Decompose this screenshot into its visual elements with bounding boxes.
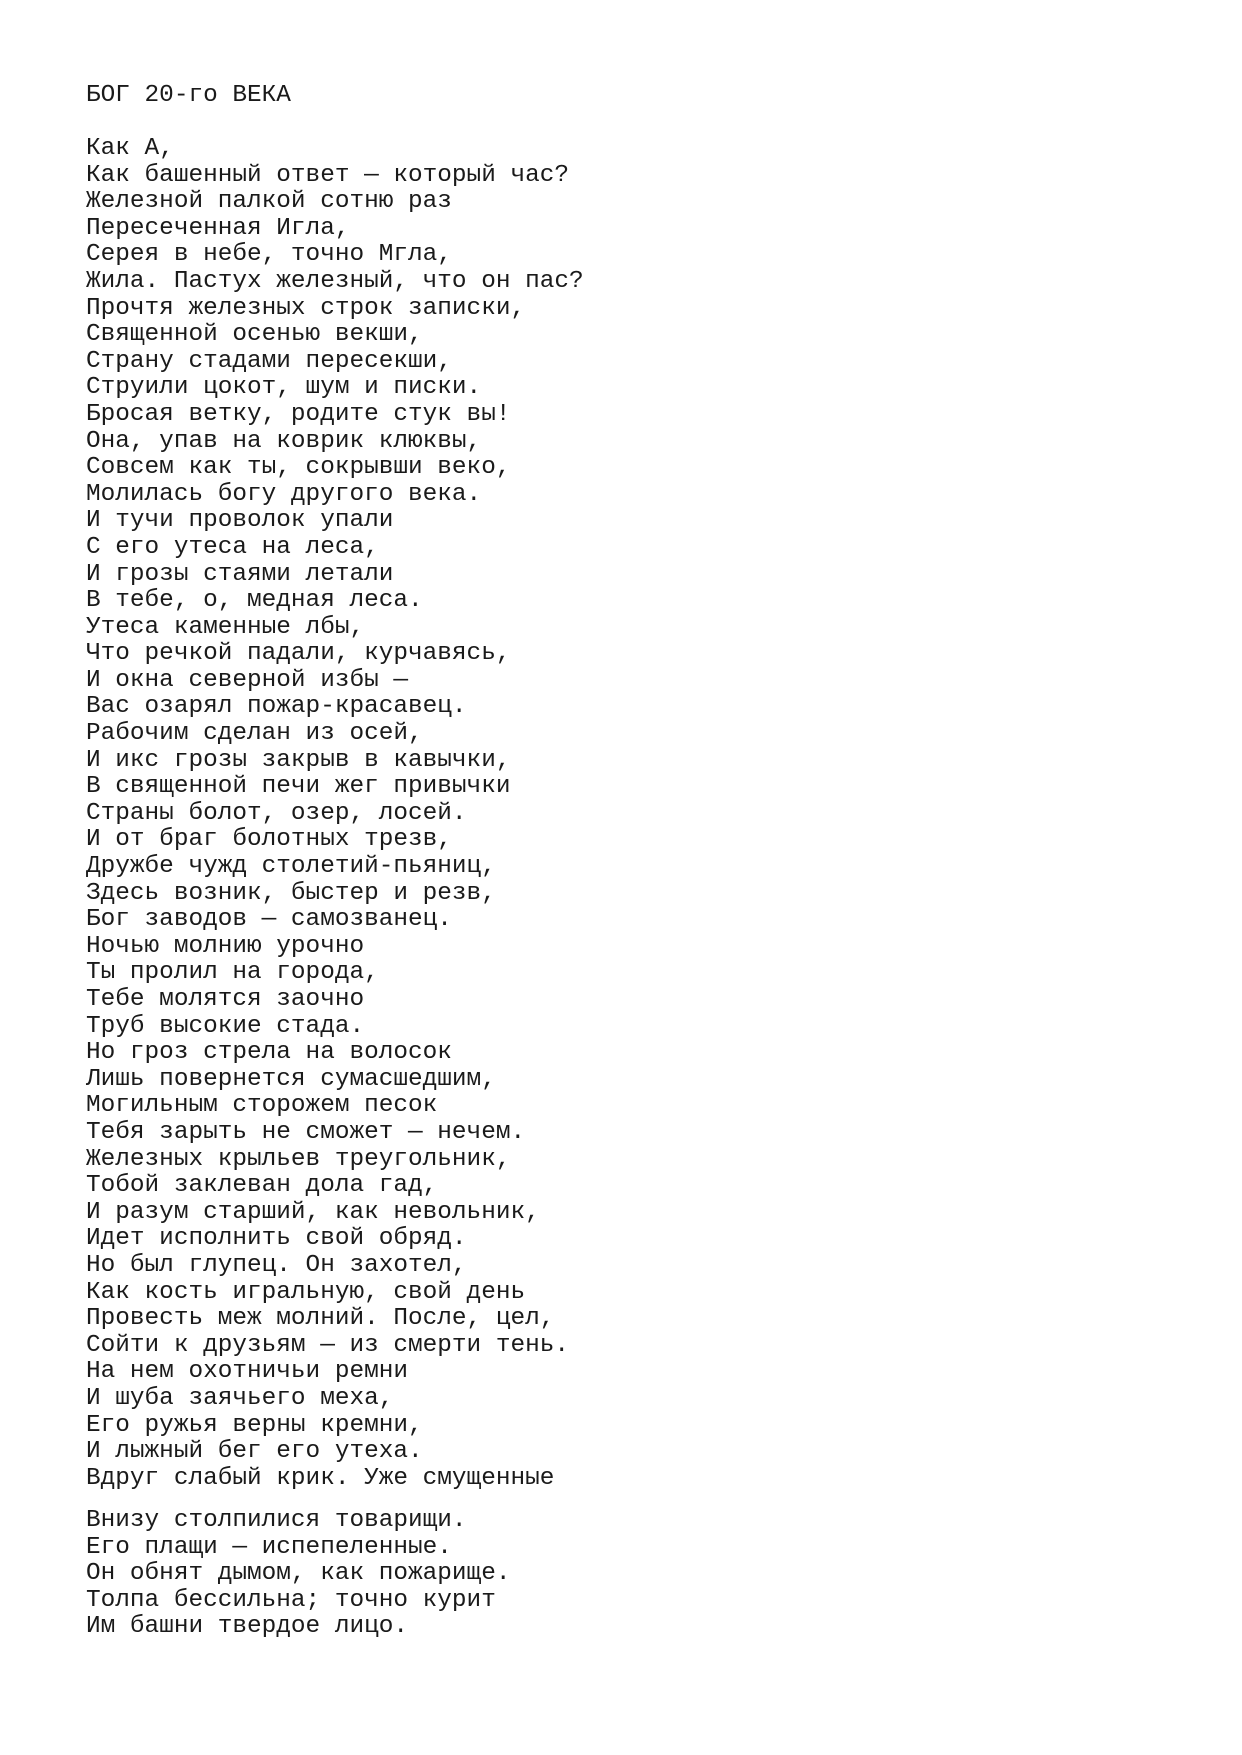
poem-line: Рабочим сделан из осей, <box>86 720 423 748</box>
poem-line: Им башни твердое лицо. <box>86 1613 409 1641</box>
poem-line: Бог заводов — самозванец. <box>86 906 452 934</box>
poem-line: Бросая ветку, родите стук вы! <box>86 400 511 428</box>
poem-line: И тучи проволок упали <box>86 507 394 535</box>
poem-line: И лыжный бег его утеха. <box>86 1438 423 1466</box>
poem-line: Пересеченная Игла, <box>86 214 350 242</box>
poem-line: Здесь возник, быстер и резв, <box>86 879 496 907</box>
poem-line: Она, упав на коврик клюквы, <box>86 427 482 455</box>
poem-line: Как А, <box>86 135 174 162</box>
poem-line: Его плащи — испепеленные. <box>86 1533 452 1561</box>
poem-line: С его утеса на леса, <box>86 533 379 561</box>
poem-line: Что речкой падали, курчавясь, <box>86 640 511 668</box>
poem-line: Совсем как ты, сокрывши веко, <box>86 454 511 482</box>
poem-line: И разум старший, как невольник, <box>86 1198 540 1226</box>
poem-line: Ночью молнию урочно <box>86 932 365 960</box>
poem-line: Но был глупец. Он захотел, <box>86 1251 467 1279</box>
poem-line: Провесть меж молний. После, цел, <box>86 1305 555 1333</box>
poem-line: Молилась богу другого века. <box>86 480 482 508</box>
poem-line: Его ружья верны кремни, <box>86 1411 423 1439</box>
poem-line: Лишь повернется сумасшедшим, <box>86 1065 496 1093</box>
poem-line: И шуба заячьего меха, <box>86 1384 394 1412</box>
poem-line: Тобой заклеван дола гад, <box>86 1172 438 1200</box>
poem-line: Но гроз стрела на волосок <box>86 1039 452 1067</box>
poem-line: Как кость игральную, свой день <box>86 1278 526 1306</box>
poem-line: Тебе молятся заочно <box>86 986 365 1013</box>
poem-line: Могильным сторожем песок <box>86 1092 438 1120</box>
poem-line: Вдруг слабый крик. Уже смущенные <box>86 1464 555 1492</box>
poem-line: Вас озарял пожар-красавец. <box>86 693 467 721</box>
poem-line: Дружбе чужд столетий-пьяниц, <box>86 853 496 881</box>
poem-line: На нем охотничьи ремни <box>86 1358 409 1386</box>
poem-line: Железной палкой сотню раз <box>86 188 452 216</box>
poem-stanza-1 <box>86 136 584 1492</box>
poem-line: Тебя зарыть не сможет — нечем. <box>86 1118 526 1146</box>
poem-line: И окна северной избы — <box>86 666 409 694</box>
poem-line: И икс грозы закрыв в кавычки, <box>86 746 511 774</box>
poem-line: Он обнят дымом, как пожарище. <box>86 1560 511 1588</box>
poem-stanza-2 <box>86 1508 510 1641</box>
poem-line: Труб высокие стада. <box>86 1012 365 1040</box>
poem-line: Толпа бессильна; точно курит <box>86 1586 496 1614</box>
poem-line: Идет исполнить свой обряд. <box>86 1225 467 1253</box>
poem-line: Ты пролил на города, <box>86 959 379 987</box>
poem-line: Как башенный ответ — который час? <box>86 161 570 189</box>
poem-line: Жила. Пастух железный, что он пас? <box>86 267 584 295</box>
poem-line: Утеса каменные лбы, <box>86 613 365 641</box>
poem-line: Сойти к друзьям — из смерти тень. <box>86 1331 570 1359</box>
poem-title: БОГ 20-го ВЕКА <box>86 82 291 109</box>
poem-line: Страны болот, озер, лосей. <box>86 799 467 827</box>
poem-line: Страну стадами пересекши, <box>86 347 452 375</box>
poem-line: Серея в небе, точно Мгла, <box>86 241 452 269</box>
poem-line: В тебе, о, медная леса. <box>86 587 423 615</box>
poem-line: Внизу столпилися товарищи. <box>86 1507 467 1534</box>
poem-line: В священной печи жег привычки <box>86 773 511 801</box>
poem-line: И от браг болотных трезв, <box>86 826 452 854</box>
poem-line: Струили цокот, шум и писки. <box>86 374 482 402</box>
poem-line: Железных крыльев треугольник, <box>86 1145 511 1173</box>
poem-line: Прочтя железных строк записки, <box>86 294 526 322</box>
poem-line: И грозы стаями летали <box>86 560 394 588</box>
poem-line: Священной осенью векши, <box>86 321 423 349</box>
